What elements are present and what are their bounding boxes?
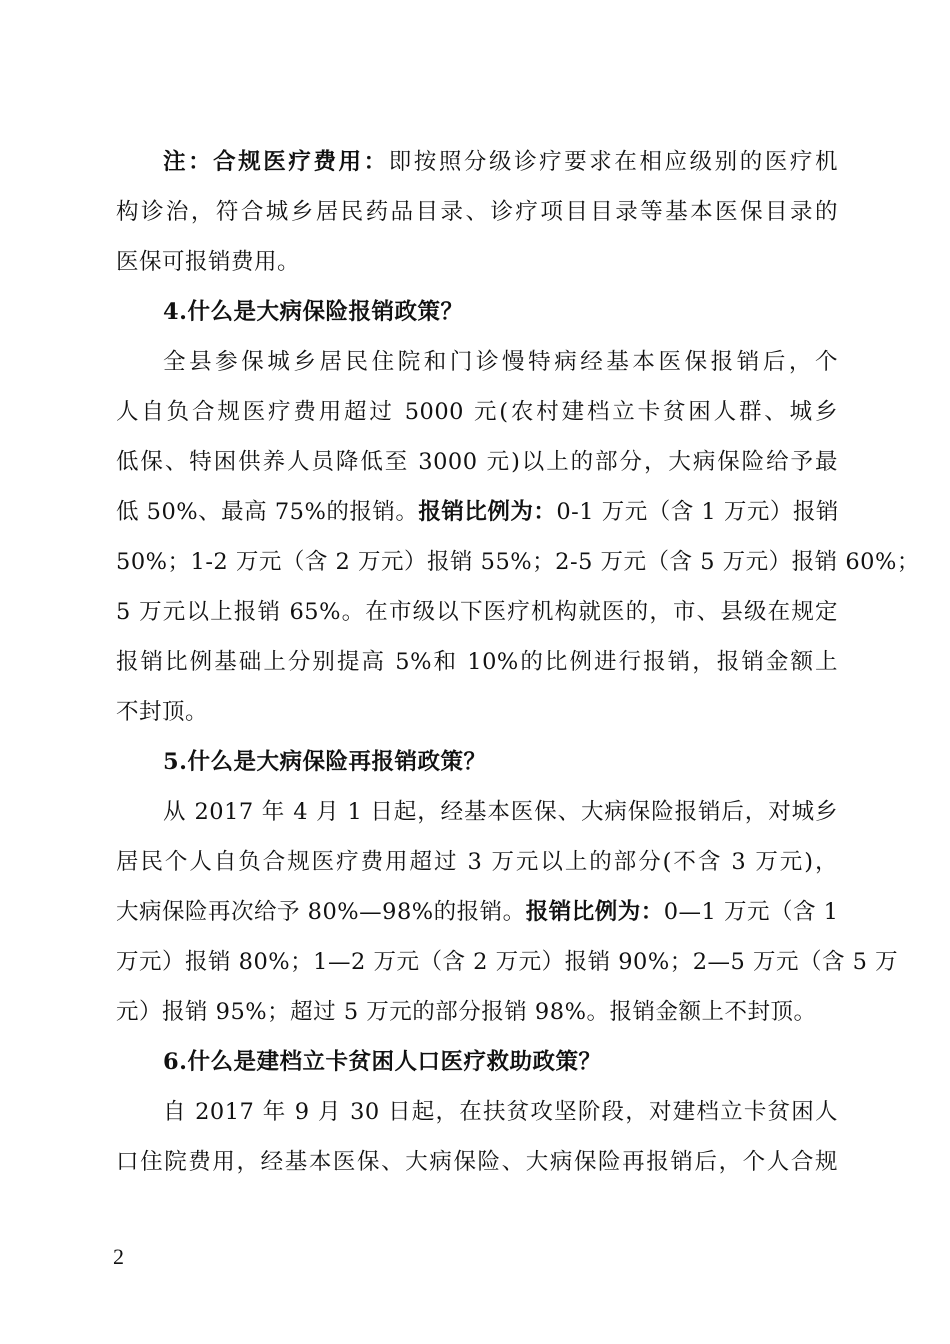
- section-5-heading: 5.什么是大病保险再报销政策？: [163, 749, 487, 775]
- section-4-line-4-rest: 0-1 万元（含 1 万元）报销: [556, 499, 839, 525]
- section-5-ratio-label: 报销比例为：: [525, 899, 664, 925]
- section-6-line-2: 口住院费用，经基本医保、大病保险、大病保险再报销后，个人合规: [116, 1149, 838, 1175]
- note-label: 注：合规医疗费用：: [163, 149, 389, 175]
- note-text: 即按照分级诊疗要求在相应级别的医疗机: [388, 149, 838, 175]
- section-4-line-7: 报销比例基础上分别提高 5%和 10%的比例进行报销，报销金额上: [116, 649, 838, 675]
- section-4-line-5: 50%；1-2 万元（含 2 万元）报销 55%；2-5 万元（含 5 万元）报销 60%；: [116, 549, 920, 575]
- section-4-line-4-text: 低 50%、最高 75%的报销。: [116, 499, 419, 525]
- section-4-line-3: 低保、特困供养人员降低至 3000 元)以上的部分，大病保险给予最: [116, 449, 838, 475]
- note-line-1: [116, 137, 838, 187]
- section-4-line-8: 不封顶。: [116, 699, 209, 725]
- section-4-ratio-label: 报销比例为：: [418, 499, 557, 525]
- page-number: 2: [113, 1244, 124, 1269]
- document-body: [116, 137, 920, 1187]
- section-5-line-3: [116, 887, 838, 937]
- section-4-line-4: [116, 487, 838, 537]
- section-6-line-1: 自 2017 年 9 月 30 日起，在扶贫攻坚阶段，对建档立卡贫困人: [163, 1099, 838, 1125]
- section-6-heading: 6.什么是建档立卡贫困人口医疗救助政策？: [163, 1049, 602, 1075]
- section-4-line-1: 全县参保城乡居民住院和门诊慢特病经基本医保报销后，个: [163, 349, 838, 375]
- section-5-line-4: 万元）报销 80%；1—2 万元（含 2 万元）报销 90%；2—5 万元（含 5 万: [116, 949, 899, 975]
- section-5-line-1: 从 2017 年 4 月 1 日起，经基本医保、大病保险报销后，对城乡: [163, 799, 838, 825]
- note-line-2: 构诊治，符合城乡居民药品目录、诊疗项目目录等基本医保目录的: [116, 199, 838, 225]
- section-5-line-3-text: 大病保险再次给予 80%—98%的报销。: [116, 899, 526, 925]
- section-4-heading: 4.什么是大病保险报销政策？: [163, 299, 464, 325]
- note-line-3: 医保可报销费用。: [116, 249, 301, 275]
- section-5-line-5: 元）报销 95%；超过 5 万元的部分报销 98%。报销金额上不封顶。: [116, 999, 817, 1025]
- section-4-line-6: 5 万元以上报销 65%。在市级以下医疗机构就医的，市、县级在规定: [116, 599, 838, 625]
- section-5-line-3-rest: 0—1 万元（含 1: [663, 899, 839, 925]
- section-4-line-2: 人自负合规医疗费用超过 5000 元(农村建档立卡贫困人群、城乡: [116, 399, 838, 425]
- section-5-line-2: 居民个人自负合规医疗费用超过 3 万元以上的部分(不含 3 万元)，: [116, 849, 838, 875]
